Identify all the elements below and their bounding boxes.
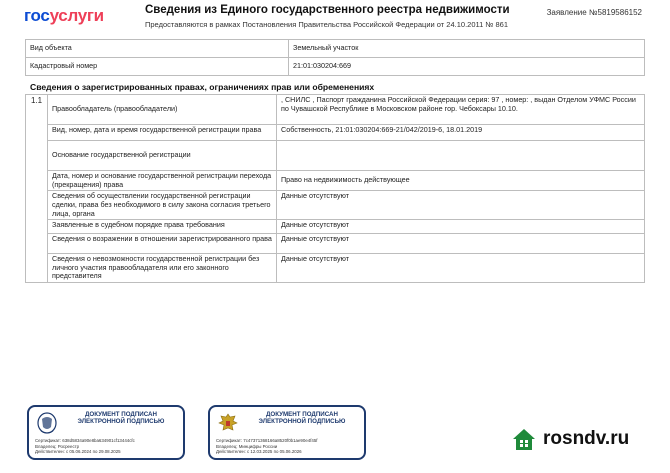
- cadastral-number-label: Кадастровый номер: [26, 58, 289, 76]
- stamp-cert: Сертификат: 7c47371368166a8520f0b1ae90e4f45f: [216, 438, 318, 443]
- personal-participation-label: Сведения о невозможности государственной регистрации без личного участия правообладателя или его законного представителя: [48, 254, 277, 283]
- stamp-caption: ДОКУМЕНТ ПОДПИСАН ЭЛЕКТРОННОЙ ПОДПИСЬЮ: [77, 411, 165, 426]
- table-row: [26, 171, 645, 191]
- table-row: [26, 125, 645, 141]
- e-signature-stamp: [27, 405, 185, 460]
- document-subtitle: Предоставляются в рамках Постановления Правительства Российской Федерации от 24.10.2011 № 861: [145, 20, 509, 29]
- cadastral-number-value: 21:01:030204:669: [289, 58, 645, 76]
- rights-holder-value: , СНИЛС , Паспорт гражданина Российской Федерации серия: 97 , номер: , выдан Отделом УФМС России по Чувашской Республике в Московском районе гор. Чебоксары 10.10.: [277, 95, 645, 125]
- object-type-label: Вид объекта: [26, 40, 289, 58]
- table-row: [26, 40, 645, 58]
- house-icon: [511, 427, 537, 453]
- row-number: 1.1: [26, 95, 48, 283]
- transfer-label: Дата, номер и основание государственной регистрации перехода (прекращения) права: [48, 171, 277, 191]
- stamp-owner: Владелец: Минцифры России: [216, 443, 278, 449]
- gosuslugi-logo: госуслуги: [24, 6, 104, 25]
- double-eagle-icon: [216, 411, 240, 437]
- stamp-caption: ДОКУМЕНТ ПОДПИСАН ЭЛЕКТРОННОЙ ПОДПИСЬЮ: [258, 411, 346, 426]
- registration-value: Собственность, 21:01:030204:669-21/042/2019-6, 18.01.2019: [277, 125, 645, 141]
- claims-value: Данные отсутствуют: [277, 220, 645, 234]
- transfer-value: Право на недвижимость действующее: [277, 171, 645, 191]
- stamp-meta: [216, 438, 318, 455]
- basis-value: [277, 141, 645, 171]
- table-row: [26, 95, 645, 125]
- rights-table: [25, 94, 645, 283]
- registration-label: Вид, номер, дата и время государственной регистрации права: [48, 125, 277, 141]
- table-row: [26, 58, 645, 76]
- application-number: Заявление №5819586152: [546, 8, 642, 17]
- stamp-valid: Действителен: с 05.06.2024 по 29.08.2025: [35, 449, 121, 454]
- table-row: [26, 254, 645, 283]
- table-row: [26, 234, 645, 254]
- objection-label: Сведения о возражении в отношении зарегистрированного права: [48, 234, 277, 254]
- claims-label: Заявленные в судебном порядке права требования: [48, 220, 277, 234]
- stamp-cert: Сертификат: 638d5834a90e8ba634901cf13444cfc: [35, 438, 135, 443]
- table-row: [26, 141, 645, 171]
- deal-registration-value: Данные отсутствуют: [277, 191, 645, 220]
- stamp-valid: Действителен: с 12.03.2025 по 05.06.2026: [216, 449, 302, 454]
- object-info-table: [25, 39, 645, 76]
- object-type-value: Земельный участок: [289, 40, 645, 58]
- stamp-meta: [35, 438, 135, 455]
- watermark-text: rosndv.ru: [543, 428, 630, 449]
- personal-participation-value: Данные отсутствуют: [277, 254, 645, 283]
- rights-section-title: Сведения о зарегистрированных правах, ограничениях прав или обременениях: [30, 82, 375, 92]
- rights-holder-label: Правообладатель (правообладатели): [48, 95, 277, 125]
- deal-registration-label: Сведения об осуществлении государственной регистрации сделки, права без необходимого в силу закона согласия третьего лица, органа: [48, 191, 277, 220]
- table-row: [26, 220, 645, 234]
- document-title: Сведения из Единого государственного реестра недвижимости: [145, 4, 510, 16]
- stamp-owner: Владелец: Росреестр: [35, 443, 80, 449]
- basis-label: Основание государственной регистрации: [48, 141, 277, 171]
- emblem-icon: [35, 411, 59, 437]
- objection-value: Данные отсутствуют: [277, 234, 645, 254]
- table-row: [26, 191, 645, 220]
- e-signature-stamp: [208, 405, 366, 460]
